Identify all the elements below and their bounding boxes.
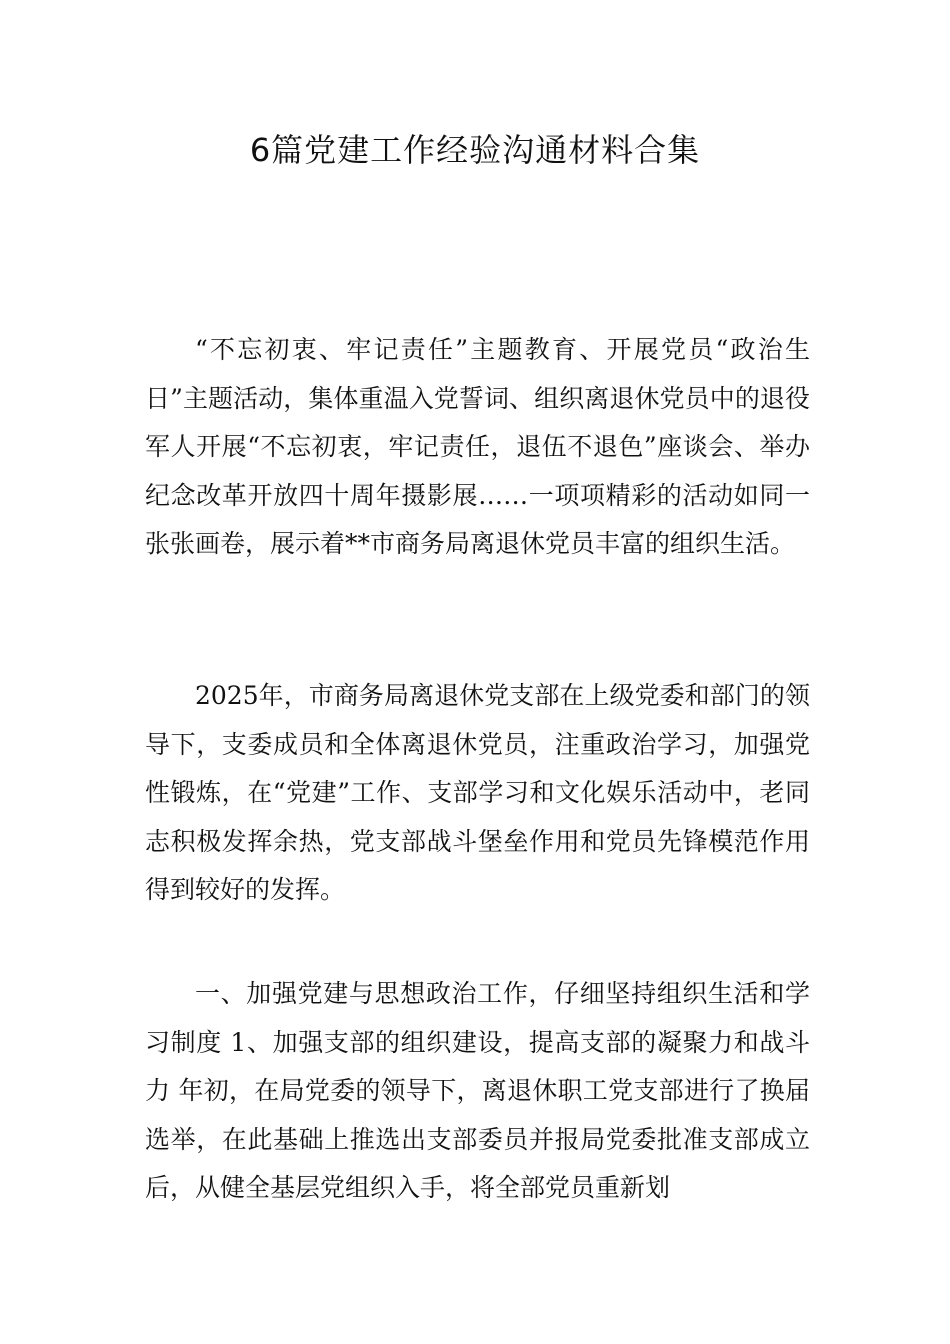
paragraph-2: 2025年，市商务局离退休党支部在上级党委和部门的领导下，支委成员和全体离退休党员，注重政治学习，加强党性锻炼，在“党建”工作、支部学习和文化娱乐活动中，老同志积极发挥余热，党支部战斗堡垒作用和党员先锋模范作用得到较好的发挥。	[145, 681, 810, 904]
document-title: 6篇党建工作经验沟通材料合集	[249, 131, 701, 169]
paragraph-1: “不忘初衷、牢记责任”主题教育、开展党员“政治生日”主题活动，集体重温入党誓词、组织离退休党员中的退役军人开展“不忘初衷，牢记责任，退伍不退色”座谈会、举办纪念改革开放四十周年摄影展……一项项精彩的活动如同一张张画卷，展示着**市商务局离退休党员丰富的组织生活。	[145, 335, 810, 558]
paragraph-3: 一、加强党建与思想政治工作，仔细坚持组织生活和学习制度 1、加强支部的组织建设，提高支部的凝聚力和战斗力 年初，在局党委的领导下，离退休职工党支部进行了换届选举，在此基础上推选出支部委员并报局党委批准支部成立后，从健全基层党组织入手，将全部党员重新划	[145, 979, 810, 1202]
